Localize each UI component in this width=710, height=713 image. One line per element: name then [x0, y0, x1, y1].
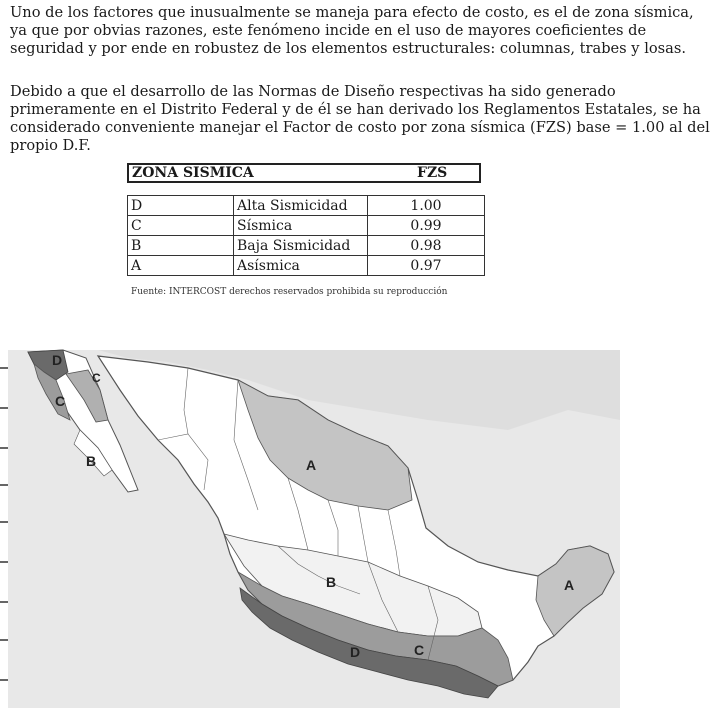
paragraph-line: primeramente en el Distrito Federal y de él se han derivado los Reglamentos Estatales, se ha	[10, 101, 701, 118]
description-cell: Alta Sismicidad	[234, 196, 368, 216]
header-fzs: FZS	[417, 165, 448, 181]
map-label: A	[564, 577, 575, 593]
paragraph-line: seguridad y por ende en robustez de los elementos estructurales: columnas, trabes y losas.	[10, 40, 686, 57]
source-note: Fuente: INTERCOST derechos reservados prohibida su reproducción	[131, 287, 448, 297]
fzs-cell: 0.97	[368, 256, 485, 276]
map-label: B	[326, 574, 337, 590]
paragraph-line: considerado conveniente manejar el Factor de costo por zona sísmica (FZS) base = 1.00 al del	[10, 119, 710, 136]
map-label: D	[52, 352, 63, 368]
table-row	[128, 216, 485, 236]
table-header	[127, 163, 481, 183]
map-label: C	[55, 393, 66, 409]
map-label: C	[92, 371, 101, 385]
description-cell: Baja Sismicidad	[234, 236, 368, 256]
description-cell: Asísmica	[234, 256, 368, 276]
paragraph-line: Debido a que el desarrollo de las Normas de Diseño respectivas ha sido generado	[10, 83, 616, 100]
zone-cell: D	[128, 196, 234, 216]
table-row	[128, 256, 485, 276]
table-row	[128, 196, 485, 216]
map-label: B	[86, 453, 97, 469]
description-cell: Sísmica	[234, 216, 368, 236]
map-label: D	[350, 644, 361, 660]
zone-cell: A	[128, 256, 234, 276]
map-label: A	[306, 457, 317, 473]
header-zona-sismica: ZONA SISMICA	[132, 165, 254, 181]
paragraph-line: Uno de los factores que inusualmente se maneja para efecto de costo, es el de zona sísmica,	[10, 4, 694, 21]
zone-cell: B	[128, 236, 234, 256]
zone-table	[127, 195, 485, 276]
table-row	[128, 236, 485, 256]
fzs-cell: 1.00	[368, 196, 485, 216]
paragraph-fzs	[10, 83, 710, 155]
zone-cell: C	[128, 216, 234, 236]
fzs-cell: 0.98	[368, 236, 485, 256]
fzs-cell: 0.99	[368, 216, 485, 236]
paragraph-intro	[10, 4, 694, 58]
seismic-zone-map	[8, 350, 620, 708]
map-label: C	[414, 642, 425, 658]
paragraph-line: propio D.F.	[10, 137, 91, 154]
paragraph-line: ya que por obvias razones, este fenómeno incide en el uso de mayores coeficientes de	[10, 22, 647, 39]
